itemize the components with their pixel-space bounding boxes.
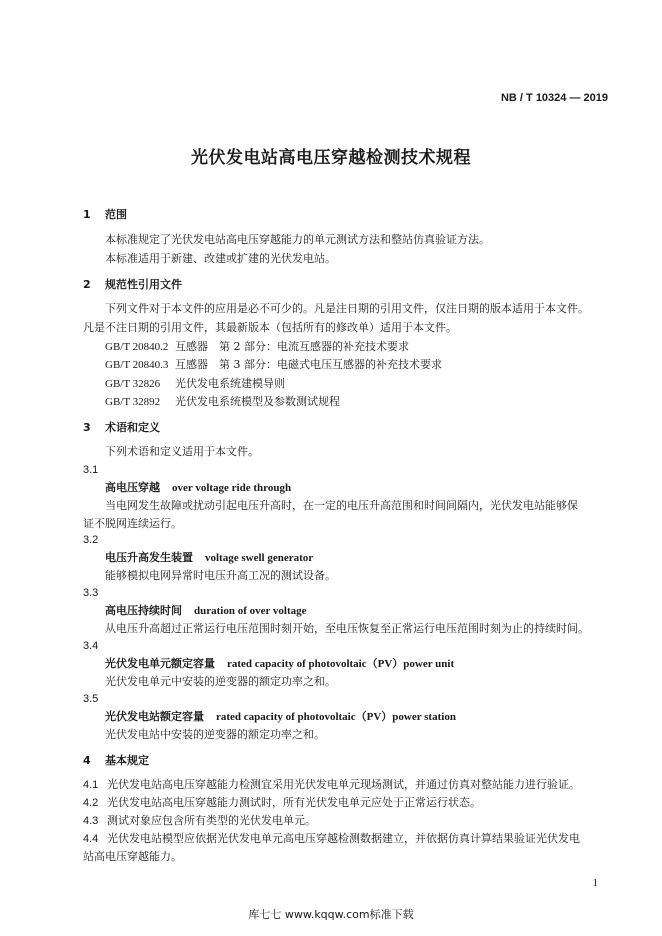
reference-title: 互感器 第 3 部分：电磁式电压互感器的补充技术要求 xyxy=(175,358,442,371)
section-2-heading xyxy=(83,278,182,292)
section-number: 1 xyxy=(83,208,91,221)
reference-item xyxy=(105,395,340,409)
paragraph: 本标准适用于新建、改建或扩建的光伏发电站。 xyxy=(105,252,336,265)
section-title: 规范性引用文件 xyxy=(105,278,182,291)
term-definition: 能够模拟电网异常时电压升高工况的测试设备。 xyxy=(105,569,336,582)
term-english: over voltage ride through xyxy=(172,482,292,494)
paragraph: 本标准规定了光伏发电站高电压穿越能力的单元测试方法和整站仿真验证方法。 xyxy=(105,233,490,246)
reference-title: 光伏发电系统建模导则 xyxy=(175,377,285,390)
reference-code: GB/T 32826 xyxy=(105,378,161,390)
reference-code: GB/T 20840.2 xyxy=(105,341,169,353)
term-heading xyxy=(105,551,313,565)
term-number: 3.5 xyxy=(83,693,99,705)
term-heading xyxy=(105,604,307,618)
clause-text: 光伏发电站模型应依据光伏发电单元高电压穿越检测数据建立，并依据仿真计算结果验证光伏发电 xyxy=(107,832,580,845)
term-heading xyxy=(105,481,291,495)
reference-item xyxy=(105,358,442,372)
clause-text: 光伏发电站高电压穿越能力测试时，所有光伏发电单元应处于正常运行状态。 xyxy=(107,796,481,809)
term-definition: 当电网发生故障或扰动引起电压升高时，在一定的电压升高范围和时间间隔内，光伏发电站能够保 xyxy=(105,499,578,512)
clause-number: 4.3 xyxy=(83,815,99,827)
clause xyxy=(83,796,481,810)
term-english: rated capacity of photovoltaic（PV）power station xyxy=(216,711,456,723)
standard-code: NB / T 10324 — 2019 xyxy=(500,92,608,104)
reference-title: 光伏发电系统模型及参数测试规程 xyxy=(175,395,340,408)
footer-watermark: 库七七 www.kqqw.com标准下载 xyxy=(248,908,414,921)
term-heading xyxy=(105,657,454,671)
term-english: rated capacity of photovoltaic（PV）power unit xyxy=(227,658,455,670)
term-chinese: 高电压持续时间 xyxy=(105,604,182,617)
section-title: 基本规定 xyxy=(105,754,149,767)
paragraph: 下列术语和定义适用于本文件。 xyxy=(105,445,259,458)
section-title: 范围 xyxy=(105,208,127,221)
term-definition: 证不脱网连续运行。 xyxy=(83,517,182,530)
clause xyxy=(83,832,580,846)
page-number: 1 xyxy=(592,877,598,889)
clause xyxy=(83,778,580,792)
document-title: 光伏发电站高电压穿越检测技术规程 xyxy=(191,148,471,168)
paragraph: 下列文件对于本文件的应用是必不可少的。凡是注日期的引用文件，仅注日期的版本适用于本文件。 xyxy=(105,302,589,315)
term-number: 3.2 xyxy=(83,534,99,546)
reference-item xyxy=(105,340,409,354)
section-3-heading xyxy=(83,421,160,435)
term-definition: 从电压升高超过正常运行电压范围时刻开始，至电压恢复至正常运行电压范围时刻为止的持续时间。 xyxy=(105,622,589,635)
term-definition: 光伏发电单元中安装的逆变器的额定功率之和。 xyxy=(105,675,336,688)
term-english: duration of over voltage xyxy=(194,605,307,617)
section-1-heading xyxy=(83,208,127,222)
term-chinese: 电压升高发生装置 xyxy=(105,551,193,564)
clause-text: 光伏发电站高电压穿越能力检测宜采用光伏发电单元现场测试，并通过仿真对整站能力进行验证。 xyxy=(107,778,580,791)
term-english: voltage swell generator xyxy=(205,552,314,564)
clause-continuation: 站高电压穿越能力。 xyxy=(83,850,182,863)
term-chinese: 光伏发电站额定容量 xyxy=(105,710,204,723)
reference-item xyxy=(105,377,285,391)
section-number: 4 xyxy=(83,754,91,767)
term-number: 3.1 xyxy=(83,464,99,476)
reference-code: GB/T 20840.3 xyxy=(105,359,169,371)
section-title: 术语和定义 xyxy=(105,421,160,434)
term-chinese: 光伏发电单元额定容量 xyxy=(105,657,215,670)
reference-code: GB/T 32892 xyxy=(105,396,161,408)
reference-title: 互感器 第 2 部分：电流互感器的补充技术要求 xyxy=(175,340,409,353)
section-number: 3 xyxy=(83,421,91,434)
clause-number: 4.1 xyxy=(83,779,99,791)
clause-number: 4.4 xyxy=(83,833,99,845)
clause-text: 测试对象应包含所有类型的光伏发电单元。 xyxy=(107,814,316,827)
section-number: 2 xyxy=(83,278,91,291)
term-heading xyxy=(105,710,456,724)
paragraph: 凡是不注日期的引用文件，其最新版本（包括所有的修改单）适用于本文件。 xyxy=(83,321,457,334)
term-number: 3.4 xyxy=(83,640,99,652)
clause-number: 4.2 xyxy=(83,797,99,809)
clause xyxy=(83,814,316,828)
section-4-heading xyxy=(83,754,149,768)
term-chinese: 高电压穿越 xyxy=(105,481,160,494)
term-number: 3.3 xyxy=(83,587,99,599)
term-definition: 光伏发电站中安装的逆变器的额定功率之和。 xyxy=(105,728,325,741)
